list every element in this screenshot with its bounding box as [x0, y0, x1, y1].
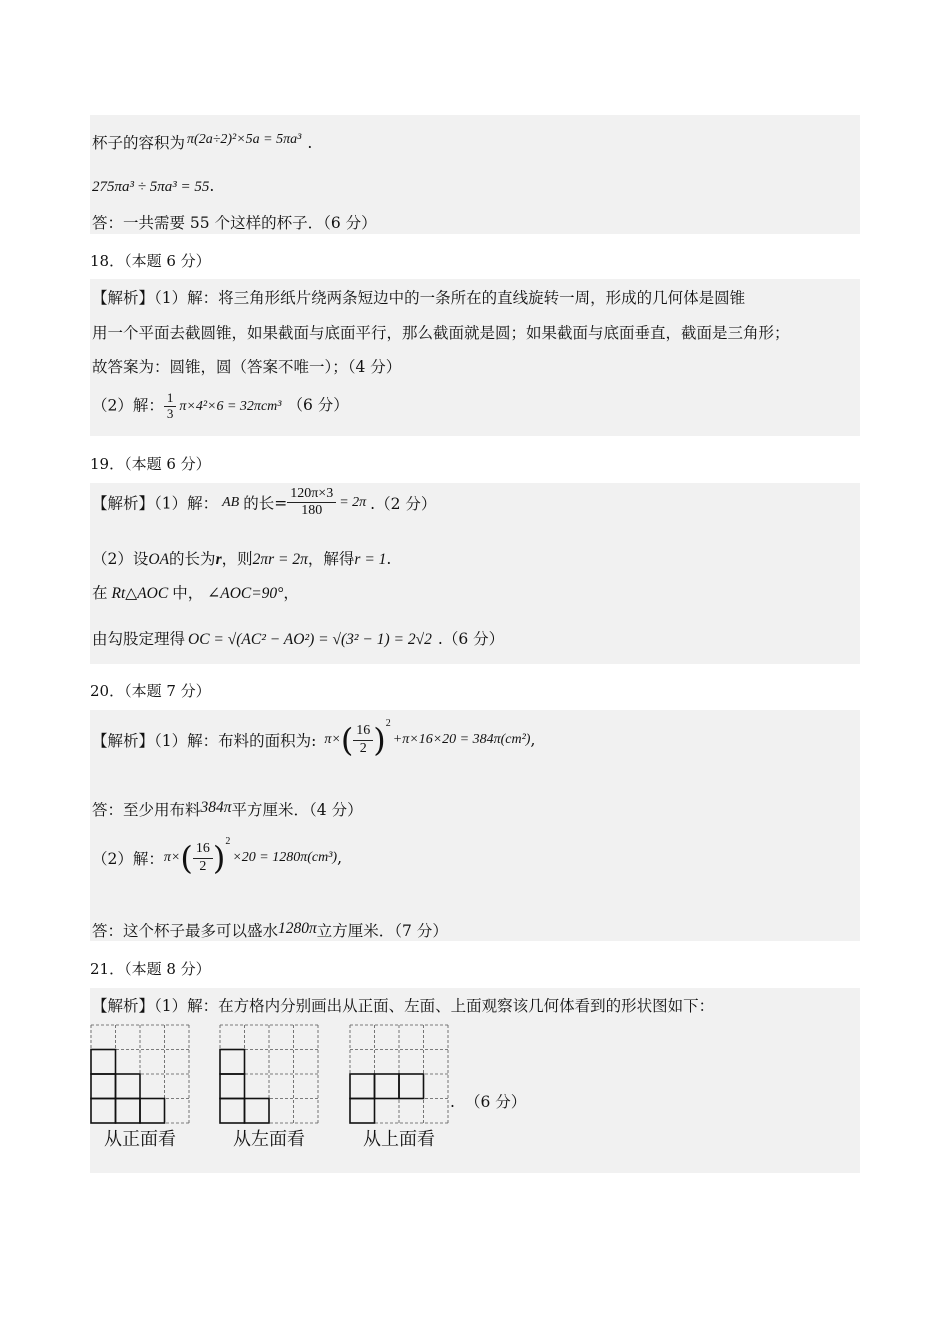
q18-fraction: $\frac{1}{3}$: [164, 391, 177, 422]
q19-line3: 在 Rt△AOC 中， ∠AOC=90°，: [92, 584, 299, 602]
q17-line1: 杯子的容积为 π(2a÷2)²×5a = 5πa³ .: [92, 132, 313, 152]
view-square: [220, 1050, 245, 1075]
arc-ab: AB: [222, 494, 240, 510]
view-square: [116, 1074, 141, 1099]
q20-header: 20．（本题 7 分）: [90, 682, 211, 700]
q17-line2: 275πa³ ÷ 5πa³ = 55.: [92, 177, 215, 195]
view-square: [220, 1099, 245, 1124]
q18-line2: 用一个平面去截圆锥，如果截面与底面平行，那么截面就是圆；如果截面与底面垂直，截面是三角形；: [92, 324, 790, 342]
view-grid-2: [219, 1024, 319, 1124]
q19-header: 19．（本题 6 分）: [90, 455, 211, 473]
q18-line3: 故答案为：圆锥，圆（答案不唯一）；（4 分）: [92, 358, 402, 376]
view-grid-1: [90, 1024, 190, 1124]
view-square: [399, 1074, 424, 1099]
q19-line4: 由勾股定理得 OC = √(AC² − AO²) = √(3² − 1) = 2√2 .（6 分）: [92, 630, 505, 648]
q18-line4: （2）解： $\frac{1}{3}$ π×4²×6 = 32πcm³ （6 分）: [92, 390, 349, 421]
view-square: [91, 1050, 116, 1075]
q17-answer: 答：一共需要 55 个这样的杯子．（6 分）: [92, 214, 377, 232]
q18-line1: 【解析】（1）解：将三角形纸片绕两条短边中的一条所在的直线旋转一周，形成的几何体是圆锥: [92, 289, 746, 307]
q19-line2: （2）设OA的长为r，则2πr = 2π，解得r = 1.: [92, 550, 392, 568]
view-square: [375, 1074, 400, 1099]
view-square: [91, 1074, 116, 1099]
view-square: [245, 1099, 270, 1124]
q20-line3: （2）解：π×( $\frac{16}{2}$ )$^2$×20 = 1280π(cm³),: [92, 836, 343, 877]
q21-line1: 【解析】（1）解：在方格内分别画出从正面、左面、上面观察该几何体看到的形状图如下：: [92, 997, 715, 1015]
q20-line2: 答：至少用布料384π平方厘米．（4 分）: [92, 799, 363, 819]
view-square: [220, 1074, 245, 1099]
view-caption-2: 从左面看: [233, 1129, 305, 1150]
q19-fraction: $\frac{120\pi\times 3}{180}$: [287, 486, 336, 519]
q20-line1: 【解析】（1）解：布料的面积为: π×( $\frac{16}{2}$ )$^2$+π×16×20 = 384π(cm²),: [92, 718, 536, 759]
q20-fraction: $\frac{16}{2}$: [353, 723, 373, 756]
q17-formula: π(2a÷2)²×5a = 5πa³: [187, 132, 302, 147]
view-caption-1: 从正面看: [104, 1129, 176, 1150]
view-caption-3: 从上面看: [363, 1129, 435, 1150]
view-square: [140, 1099, 165, 1124]
q20-line4: 答：这个杯子最多可以盛水1280π立方厘米．（7 分）: [92, 920, 448, 940]
q20-fraction-2: $\frac{16}{2}$: [193, 841, 213, 874]
view-square: [350, 1099, 375, 1124]
q18-header: 18．（本题 6 分）: [90, 252, 211, 270]
q19-line1: 【解析】（1）解： AB 的长= $\frac{120\pi\times 3}{180}$ = 2π .（2 分）: [92, 486, 437, 519]
view-square: [116, 1099, 141, 1124]
view-square: [91, 1099, 116, 1124]
pythagoras-formula: OC = √(AC² − AO²) = √(3² − 1) = 2√2: [188, 631, 432, 648]
view-grid-3: [349, 1024, 449, 1124]
q21-score: . （6 分）: [450, 1093, 527, 1111]
q21-header: 21．（本题 8 分）: [90, 960, 211, 978]
view-square: [350, 1074, 375, 1099]
